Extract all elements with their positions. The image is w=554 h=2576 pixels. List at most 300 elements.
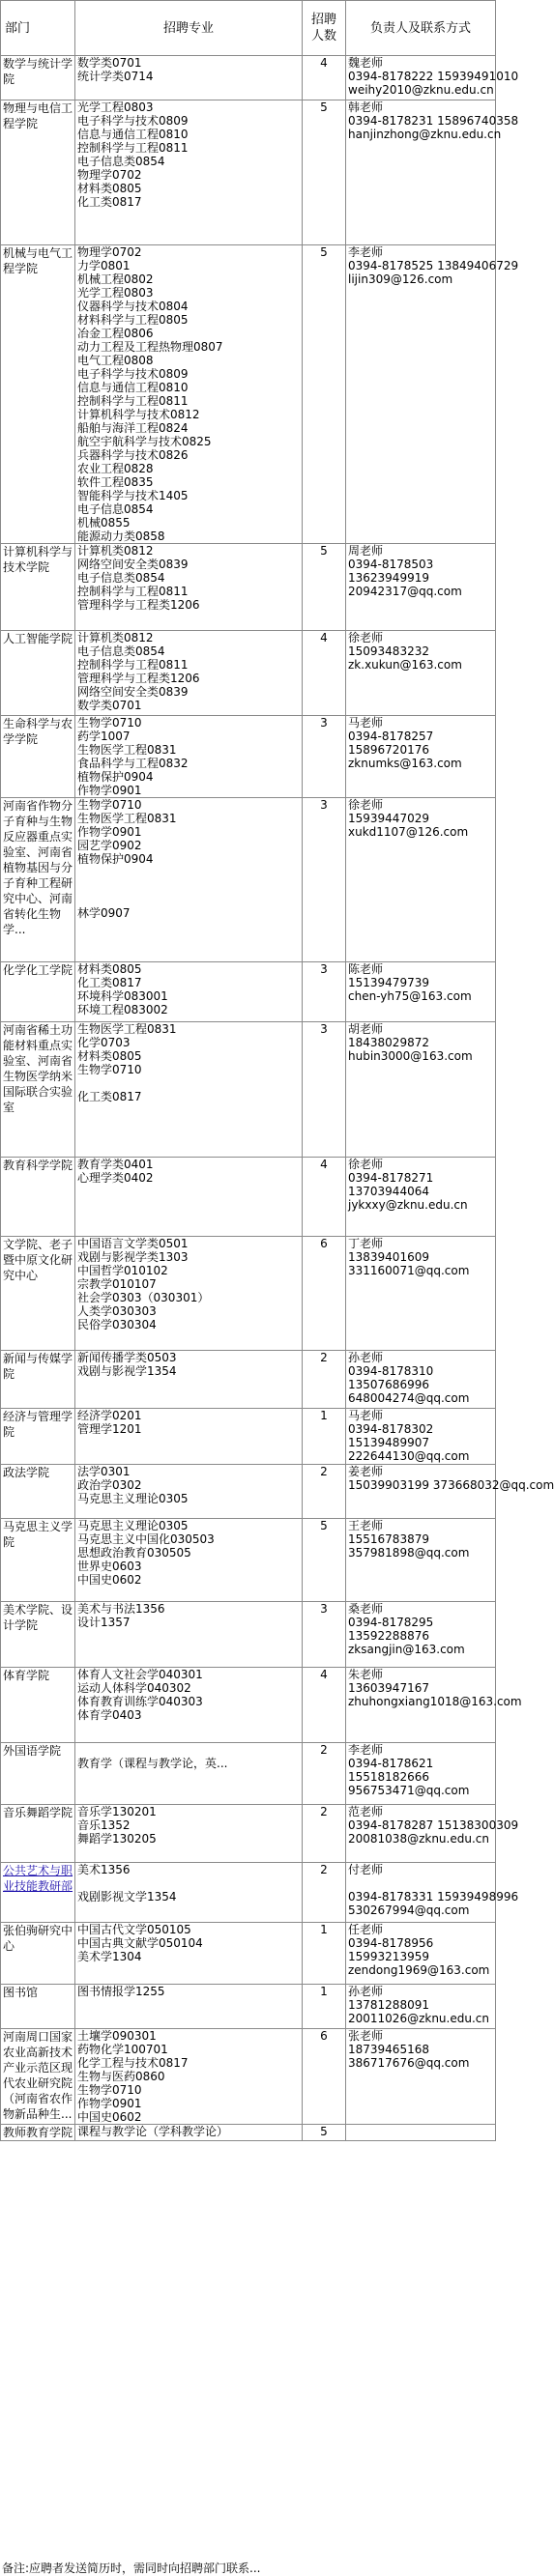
- headcount: 6: [320, 1237, 328, 1250]
- contact-phone: 0394-8178956: [348, 1936, 434, 1950]
- contact-phone: 13839401609: [348, 1250, 429, 1264]
- contact-phone: 15139479739: [348, 976, 429, 989]
- contact-email[interactable]: 357981898@qq.com: [348, 1546, 470, 1560]
- dept-name: 图书馆: [3, 1986, 39, 1999]
- contact-phone: 15939447029: [348, 812, 429, 825]
- dept-name: 河南省作物分子育种与生物反应器重点实验室、河南省植物基因与分子育种工程研究中心、河南省转化生物学...: [3, 799, 73, 936]
- contact-phone: 0394-8178271: [348, 1171, 434, 1185]
- dept-name: 张伯驹研究中心: [3, 1924, 73, 1953]
- spec-item: 课程与教学论（学科教学论）: [77, 2125, 229, 2138]
- dept-cell: [1, 100, 75, 245]
- contact-email[interactable]: zksangjin@163.com: [348, 1643, 465, 1656]
- contact-phone: 0394-8178222 15939491010: [348, 70, 519, 83]
- spec-cell: [75, 1923, 303, 1985]
- spec-item: 中国哲学010102: [77, 1264, 168, 1277]
- dept-link[interactable]: 公共艺术与职业技能教研部: [3, 1864, 73, 1893]
- spec-item: 音乐学130201: [77, 1805, 157, 1818]
- spec-item: 戏剧影视文学1354: [77, 1890, 177, 1903]
- spec-cell: [75, 2125, 303, 2141]
- contact-email[interactable]: zhuhongxiang1018@163.com: [348, 1695, 522, 1708]
- spec-item: 心理学类0402: [77, 1171, 154, 1185]
- headcount: 1: [320, 1923, 328, 1936]
- spec-item: 民俗学030304: [77, 1318, 157, 1331]
- contact-email[interactable]: 222644130@qq.com: [348, 1449, 470, 1463]
- count-cell: [303, 1237, 346, 1351]
- spec-item: 中国古代文学050105: [77, 1923, 191, 1936]
- spec-cell: [75, 716, 303, 798]
- spec-item: 控制科学与工程0811: [77, 141, 189, 155]
- spec-item: 图书情报学1255: [77, 1985, 165, 1998]
- table-row: [1, 2125, 496, 2141]
- spec-item: 统计学类0714: [77, 70, 154, 83]
- spec-item: [77, 893, 300, 906]
- count-cell: [303, 1465, 346, 1519]
- contact-email[interactable]: 956753471@qq.com: [348, 1784, 470, 1797]
- headcount: 3: [320, 798, 328, 812]
- spec-cell: [75, 962, 303, 1022]
- spec-item: 控制科学与工程0811: [77, 585, 189, 598]
- count-cell: [303, 56, 346, 100]
- spec-item: 电子科学与技术0809: [77, 367, 189, 381]
- spec-item: 土壤学090301: [77, 2029, 157, 2043]
- spec-item: 船舶与海洋工程0824: [77, 421, 189, 435]
- table-row: [1, 1923, 496, 1985]
- contact-cell: [346, 1985, 496, 2029]
- dept-name: 体育学院: [3, 1669, 50, 1682]
- dept-cell: [1, 1668, 75, 1743]
- spec-item: 新闻传播学类0503: [77, 1351, 177, 1364]
- spec-item: 思想政治教育030505: [77, 1546, 191, 1560]
- contact-person: 朱老师: [348, 1668, 384, 1681]
- spec-cell: [75, 1985, 303, 2029]
- spec-item: 化工类0817: [77, 976, 142, 989]
- contact-phone: 18739465168: [348, 2043, 429, 2056]
- spec-item: 机械工程0802: [77, 272, 154, 286]
- spec-item: 中国古典文献学050104: [77, 1936, 203, 1950]
- count-cell: [303, 1805, 346, 1863]
- contact-person: 张老师: [348, 2029, 384, 2043]
- dept-name: 新闻与传媒学院: [3, 1352, 73, 1381]
- contact-cell: [346, 631, 496, 716]
- spec-item: 网络空间安全类0839: [77, 558, 189, 571]
- spec-item: 植物保护0904: [77, 852, 154, 866]
- contact-cell: [346, 1863, 519, 1923]
- header-count: 招聘 人数: [303, 1, 346, 56]
- headcount: 4: [320, 1668, 328, 1681]
- count-cell: [303, 544, 346, 631]
- spec-cell: [75, 1237, 303, 1351]
- count-cell: [303, 1158, 346, 1237]
- dept-cell: [1, 1158, 75, 1237]
- table-row: [1, 100, 496, 245]
- contact-phone: 15516783879: [348, 1532, 429, 1546]
- contact-person: 姜老师: [348, 1465, 384, 1478]
- table-row: [1, 1022, 496, 1158]
- dept-cell: [1, 56, 75, 100]
- contact-cell: [346, 245, 519, 544]
- contact-cell: [346, 2029, 496, 2125]
- contact-cell: [346, 1743, 496, 1805]
- contact-phone: 0394-8178331 15939498996: [348, 1890, 519, 1903]
- dept-cell: [1, 1237, 75, 1351]
- spec-item: 运动人体科学040302: [77, 1681, 191, 1695]
- count-cell: [303, 716, 346, 798]
- contact-cell: [346, 1519, 496, 1602]
- header-contact: 负责人及联系方式: [346, 1, 496, 56]
- spec-item: 人类学030303: [77, 1304, 157, 1318]
- dept-cell: [1, 1465, 75, 1519]
- spec-cell: [75, 631, 303, 716]
- dept-cell: [1, 962, 75, 1022]
- contact-email[interactable]: 530267994@qq.com: [348, 1903, 470, 1917]
- spec-cell: [75, 100, 303, 245]
- contact-email[interactable]: hanjinzhong@zknu.edu.cn: [348, 128, 502, 141]
- table-row: [1, 631, 496, 716]
- dept-name: 数学与统计学院: [3, 57, 73, 86]
- spec-item: 宗教学010107: [77, 1277, 157, 1291]
- contact-phone: 0394-8178231 15896740358: [348, 114, 519, 128]
- spec-item: 教育学类0401: [77, 1158, 154, 1171]
- spec-item: [77, 1743, 300, 1757]
- dept-name: 河南周口国家农业高新技术产业示范区现代农业研究院（河南省农作物新品种生...: [3, 2030, 73, 2121]
- headcount: 6: [320, 2029, 328, 2043]
- dept-cell: [1, 1743, 75, 1805]
- contact-cell: [346, 56, 519, 100]
- contact-phone: 0394-8178621: [348, 1757, 434, 1770]
- spec-item: 环境工程083002: [77, 1003, 168, 1016]
- spec-item: 电子信息类0854: [77, 571, 165, 585]
- table-row: [1, 1519, 496, 1602]
- spec-item: 动力工程及工程热物理0807: [77, 340, 223, 354]
- dept-cell: [1, 245, 75, 544]
- spec-item: 计算机科学与技术0812: [77, 408, 200, 421]
- spec-item: 电子科学与技术0809: [77, 114, 189, 128]
- dept-name: 经济与管理学院: [3, 1410, 73, 1439]
- table-row: [1, 2029, 496, 2125]
- contact-person: 马老师: [348, 1409, 384, 1422]
- table-row: [1, 716, 496, 798]
- dept-cell: [1, 798, 75, 962]
- table-row: [1, 1743, 496, 1805]
- spec-item: 生物医学工程0831: [77, 743, 177, 757]
- table-row: [1, 798, 496, 962]
- spec-item: 体育学0403: [77, 1708, 142, 1722]
- spec-item: 马克思主义理论0305: [77, 1492, 189, 1505]
- headcount: 4: [320, 56, 328, 70]
- contact-person: 韩老师: [348, 100, 384, 114]
- spec-item: 管理科学与工程类1206: [77, 598, 200, 612]
- count-cell: [303, 1985, 346, 2029]
- count-cell: [303, 1743, 346, 1805]
- headcount: 3: [320, 962, 328, 976]
- contact-phone: 13603947167: [348, 1681, 429, 1695]
- spec-item: 物理学0702: [77, 168, 142, 182]
- spec-item: 计算机类0812: [77, 631, 154, 644]
- header-dept: 部门: [1, 1, 75, 56]
- table-row: [1, 1805, 496, 1863]
- contact-phone: 18438029872: [348, 1036, 429, 1049]
- contact-email[interactable]: weihy2010@zknu.edu.cn: [348, 83, 494, 97]
- count-cell: [303, 962, 346, 1022]
- contact-person: 孙老师: [348, 1985, 384, 1998]
- spec-cell: [75, 1022, 303, 1158]
- spec-item: 美术1356: [77, 1863, 131, 1876]
- contact-phone: 13623949919: [348, 571, 429, 585]
- spec-item: 管理科学与工程类1206: [77, 672, 200, 685]
- spec-item: 软件工程0835: [77, 475, 154, 489]
- contact-cell: [346, 1409, 496, 1465]
- dept-name: 生命科学与农学学院: [3, 717, 73, 746]
- spec-cell: [75, 1602, 303, 1668]
- contact-phone: 0394-8178503: [348, 558, 434, 571]
- contact-person: [348, 2125, 493, 2138]
- dept-cell: [1, 1351, 75, 1409]
- contact-phone: 13507686996: [348, 1378, 429, 1391]
- spec-item: 生物医学工程0831: [77, 1022, 177, 1036]
- count-cell: [303, 1602, 346, 1668]
- contact-email[interactable]: lijin309@126.com: [348, 272, 453, 286]
- spec-item: 马克思主义中国化030503: [77, 1532, 215, 1546]
- contact-person: 任老师: [348, 1923, 384, 1936]
- dept-cell: [1, 1805, 75, 1863]
- count-cell: [303, 1409, 346, 1465]
- count-cell: [303, 631, 346, 716]
- spec-cell: [75, 1409, 303, 1465]
- dept-cell: [1, 1863, 75, 1923]
- spec-item: 中国语言文学类0501: [77, 1237, 189, 1250]
- contact-person: 李老师: [348, 245, 384, 259]
- dept-name: 外国语学院: [3, 1744, 62, 1758]
- contact-cell: [346, 544, 496, 631]
- table-row: [1, 56, 496, 100]
- contact-person: 范老师: [348, 1805, 384, 1818]
- contact-phone: 15093483232: [348, 644, 429, 658]
- dept-name: 美术学院、设计学院: [3, 1603, 73, 1632]
- contact-cell: [346, 1668, 522, 1743]
- contact-phone: 0394-8178257: [348, 730, 434, 743]
- spec-item: 管理学1201: [77, 1422, 142, 1436]
- count-cell: [303, 2029, 346, 2125]
- spec-item: 材料类0805: [77, 1049, 142, 1063]
- spec-item: 兵器科学与技术0826: [77, 448, 189, 462]
- table-row: [1, 1409, 496, 1465]
- spec-item: 美术与书法1356: [77, 1602, 165, 1616]
- spec-item: 数学类0701: [77, 56, 142, 70]
- contact-email[interactable]: zk.xukun@163.com: [348, 658, 462, 672]
- contact-person: 付老师: [348, 1863, 384, 1876]
- contact-phone: 0394-8178525 13849406729: [348, 259, 519, 272]
- contact-person: 孙老师: [348, 1351, 384, 1364]
- spec-cell: [75, 1805, 303, 1863]
- dept-name: 计算机科学与技术学院: [3, 545, 73, 574]
- table-row: [1, 1237, 496, 1351]
- contact-cell: [346, 716, 496, 798]
- contact-phone: 13592288876: [348, 1629, 429, 1643]
- contact-phone: 15896720176: [348, 743, 429, 757]
- headcount: 2: [320, 1351, 328, 1364]
- spec-item: 机械0855: [77, 516, 131, 530]
- contact-person: 周老师: [348, 544, 384, 558]
- dept-cell: [1, 2125, 75, 2141]
- spec-item: 戏剧与影视学1354: [77, 1364, 177, 1378]
- headcount: 3: [320, 716, 328, 730]
- headcount: 3: [320, 1602, 328, 1616]
- contact-person: 徐老师: [348, 798, 384, 812]
- spec-cell: [75, 1743, 303, 1805]
- contact-cell: [346, 2125, 496, 2141]
- contact-email[interactable]: xukd1107@126.com: [348, 825, 469, 839]
- spec-item: 智能科学与技术1405: [77, 489, 189, 502]
- spec-item: 物理学0702: [77, 245, 142, 259]
- contact-phone: 13703944064: [348, 1185, 429, 1198]
- table-row: [1, 1465, 496, 1519]
- spec-item: [77, 866, 300, 879]
- contact-person: 丁老师: [348, 1237, 384, 1250]
- contact-email[interactable]: 648004274@qq.com: [348, 1391, 470, 1405]
- dept-name: 物理与电信工程学院: [3, 101, 73, 130]
- dept-name: 机械与电气工程学院: [3, 246, 73, 275]
- contact-email[interactable]: 20081038@zknu.edu.cn: [348, 1832, 489, 1846]
- spec-item: 电子信息类0854: [77, 155, 165, 168]
- header-spec: 招聘专业: [75, 1, 303, 56]
- spec-item: [77, 879, 300, 893]
- headcount: 2: [320, 1805, 328, 1818]
- spec-cell: [75, 1465, 303, 1519]
- spec-item: 光学工程0803: [77, 100, 154, 114]
- contact-person: 桑老师: [348, 1602, 384, 1616]
- count-cell: [303, 1863, 346, 1923]
- contact-cell: [346, 1237, 496, 1351]
- headcount: 5: [320, 100, 328, 114]
- spec-item: 电气工程0808: [77, 354, 154, 367]
- spec-item: 生物学0710: [77, 1063, 142, 1076]
- headcount: 4: [320, 1158, 328, 1171]
- dept-name: 政法学院: [3, 1466, 50, 1479]
- spec-item: 生物学0710: [77, 2083, 142, 2097]
- spec-item: 能源动力类0858: [77, 530, 165, 543]
- spec-item: 数学类0701: [77, 699, 142, 712]
- contact-email[interactable]: 20942317@qq.com: [348, 585, 462, 598]
- contact-person: 陈老师: [348, 962, 384, 976]
- spec-item: 药物化学100701: [77, 2043, 168, 2056]
- spec-item: 光学工程0803: [77, 286, 154, 300]
- spec-cell: [75, 1863, 303, 1923]
- contact-phone: 15993213959: [348, 1950, 429, 1963]
- spec-item: 信息与通信工程0810: [77, 381, 189, 394]
- table-row: [1, 245, 496, 544]
- contact-email[interactable]: 331160071@qq.com: [348, 1264, 470, 1277]
- count-cell: [303, 1923, 346, 1985]
- contact-email[interactable]: 15039903199 373668032@qq.com: [348, 1478, 554, 1492]
- spec-item: 生物医学工程0831: [77, 812, 177, 825]
- contact-email[interactable]: chen-yh75@163.com: [348, 989, 472, 1003]
- spec-item: 材料科学与工程0805: [77, 313, 189, 327]
- spec-item: 材料类0805: [77, 182, 142, 195]
- contact-phone: 15518182666: [348, 1770, 429, 1784]
- spec-cell: [75, 798, 303, 962]
- spec-cell: [75, 1668, 303, 1743]
- contact-phone: 0394-8178310: [348, 1364, 434, 1378]
- headcount: 3: [320, 1022, 328, 1036]
- spec-item: 作物学0901: [77, 2097, 142, 2110]
- contact-person: 马老师: [348, 716, 384, 730]
- table-row: [1, 1602, 496, 1668]
- table-row: [1, 1985, 496, 2029]
- dept-name: 教育科学学院: [3, 1159, 73, 1172]
- table-header-row: [1, 1, 496, 56]
- contact-email[interactable]: 20011026@zknu.edu.cn: [348, 2012, 489, 2025]
- spec-item: 材料类0805: [77, 962, 142, 976]
- spec-item: 经济学0201: [77, 1409, 142, 1422]
- spec-item: 信息与通信工程0810: [77, 128, 189, 141]
- spec-item: 网络空间安全类0839: [77, 685, 189, 699]
- spec-item: 美术学1304: [77, 1950, 142, 1963]
- contact-email[interactable]: zendong1969@163.com: [348, 1963, 490, 1977]
- spec-item: 计算机类0812: [77, 544, 154, 558]
- dept-cell: [1, 1409, 75, 1465]
- count-cell: [303, 100, 346, 245]
- headcount: 2: [320, 1465, 328, 1478]
- contact-phone: 13781288091: [348, 1998, 429, 2012]
- headcount: 1: [320, 1985, 328, 1998]
- contact-cell: [346, 100, 519, 245]
- spec-item: 农业工程0828: [77, 462, 154, 475]
- spec-item: 化工类0817: [77, 195, 142, 209]
- spec-cell: [75, 56, 303, 100]
- contact-email[interactable]: hubin3000@163.com: [348, 1049, 473, 1063]
- spec-cell: [75, 245, 303, 544]
- spec-item: 教育学（课程与教学论，英...: [77, 1757, 228, 1770]
- count-cell: [303, 1519, 346, 1602]
- spec-item: 仪器科学与技术0804: [77, 300, 189, 313]
- dept-cell: [1, 631, 75, 716]
- count-cell: [303, 798, 346, 962]
- count-cell: [303, 245, 346, 544]
- table-row: [1, 1668, 496, 1743]
- spec-item: 政治学0302: [77, 1478, 142, 1492]
- spec-cell: [75, 1351, 303, 1409]
- spec-item: 作物学0901: [77, 825, 142, 839]
- dept-cell: [1, 1985, 75, 2029]
- contact-person: 魏老师: [348, 56, 384, 70]
- dept-name: 音乐舞蹈学院: [3, 1806, 73, 1819]
- spec-item: [77, 1876, 300, 1890]
- spec-item: 化学0703: [77, 1036, 131, 1049]
- spec-item: 体育人文社会学040301: [77, 1668, 203, 1681]
- spec-item: 化工类0817: [77, 1090, 142, 1103]
- spec-item: 植物保护0904: [77, 770, 154, 784]
- spec-item: 控制科学与工程0811: [77, 658, 189, 672]
- contact-cell: [346, 1923, 496, 1985]
- dept-name: 化学化工学院: [3, 963, 73, 977]
- contact-cell: [346, 1022, 496, 1158]
- count-cell: [303, 2125, 346, 2141]
- contact-person: 李老师: [348, 1743, 384, 1757]
- spec-item: 体育教育训练学040303: [77, 1695, 203, 1708]
- contact-email[interactable]: jykxxy@zknu.edu.cn: [348, 1198, 468, 1212]
- contact-person: 徐老师: [348, 1158, 384, 1171]
- dept-name: 马克思主义学院: [3, 1520, 73, 1549]
- spec-item: 舞蹈学130205: [77, 1832, 157, 1846]
- contact-email[interactable]: 386717676@qq.com: [348, 2056, 470, 2070]
- headcount: 2: [320, 1863, 328, 1876]
- headcount: 5: [320, 544, 328, 558]
- spec-item: 作物学0901: [77, 784, 142, 797]
- contact-email[interactable]: zknumks@163.com: [348, 757, 462, 770]
- spec-item: 马克思主义理论0305: [77, 1519, 189, 1532]
- spec-item: 法学0301: [77, 1465, 131, 1478]
- headcount: 5: [320, 245, 328, 259]
